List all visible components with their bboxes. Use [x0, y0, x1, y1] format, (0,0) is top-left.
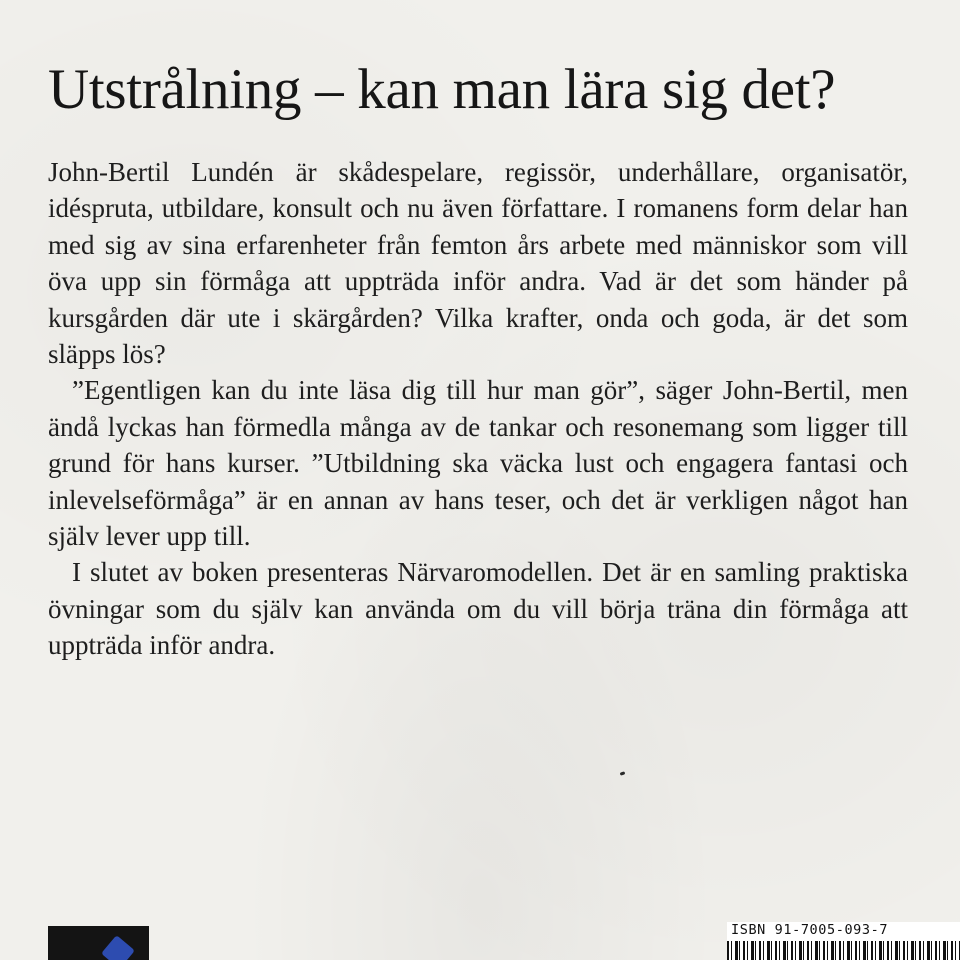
isbn-number: ISBN 91-7005-093-7 [731, 922, 889, 938]
blurb-paragraph-1: John-Bertil Lundén är skådespelare, regissör, underhållare, organisatör, idéspruta, utbildare, konsult och nu även författare. I romanens form delar han med sig av sina erfarenheter från femton års arbete med människor som vill öva upp sin förmåga att uppträda inför andra. Vad är det som händer på kursgården där ute i skärgården? Vilka krafter, onda och goda, är det som släpps lös? [48, 157, 908, 370]
logo-mark-icon [101, 935, 135, 960]
blurb-paragraph-2: ”Egentligen kan du inte läsa dig till hur man gör”, säger John-Bertil, men ändå lyckas han förmedla många av de tankar och resonemang som ligger till grund för hans kurser. ”Utbildning ska väcka lust och engagera fantasi och inlevelseförmåga” är en annan av hans teser, och det är verkligen något han själv lever upp till. [48, 375, 908, 552]
print-speck [620, 771, 626, 776]
cover-title: Utstrålning – kan man lära sig det? [48, 58, 836, 121]
isbn-block [727, 922, 960, 960]
blurb-paragraph-3: I slutet av boken presenteras Närvaromodellen. Det är en samling praktiska övningar som du själv kan använda om du vill börja träna din förmåga att uppträda inför andra. [48, 557, 908, 661]
publisher-logo [48, 926, 149, 960]
barcode-icon [727, 941, 960, 960]
cover-blurb [48, 154, 908, 664]
